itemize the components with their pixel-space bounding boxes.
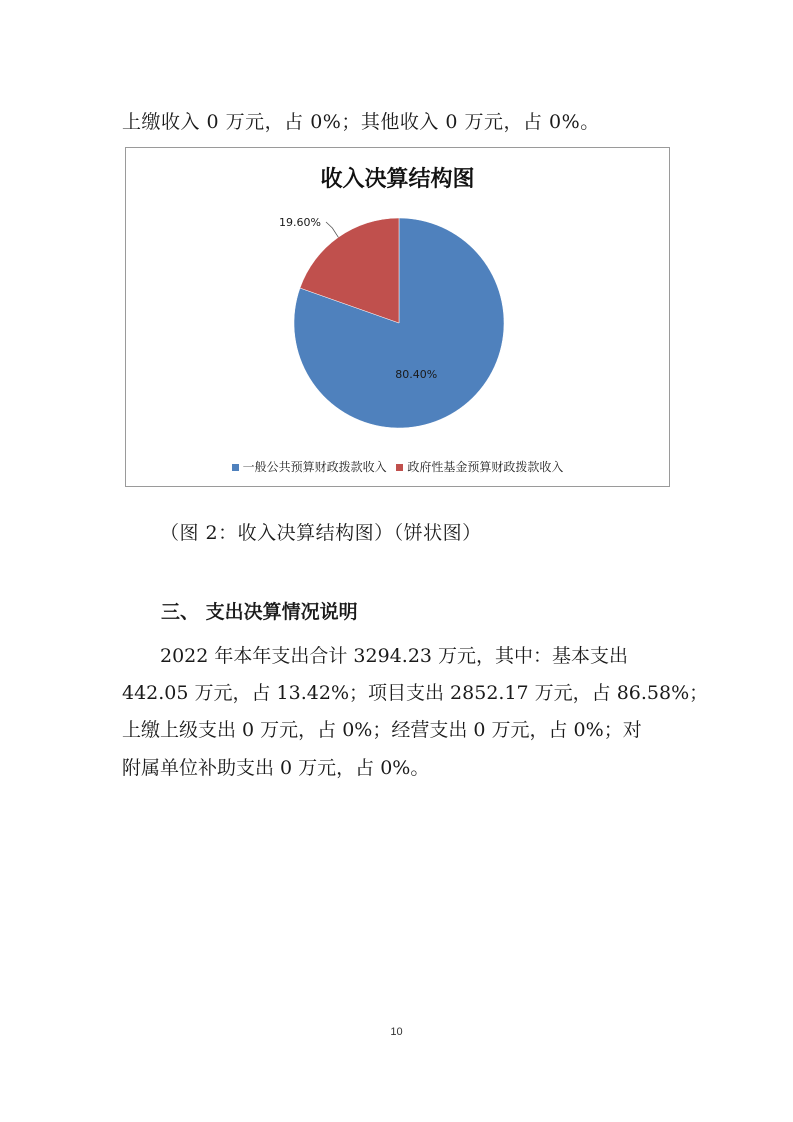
page-number: 10	[390, 1026, 403, 1038]
legend-swatch-fund	[396, 464, 403, 471]
intro-line: 上缴收入 0 万元，占 0%；其他收入 0 万元，占 0%。	[122, 111, 600, 133]
legend-label-fund: 政府性基金预算财政拨款收入	[407, 460, 564, 474]
paragraph-line: 2022 年本年支出合计 3294.23 万元，其中：基本支出	[160, 645, 629, 667]
legend-item-general	[232, 458, 387, 475]
pie-chart	[126, 148, 671, 488]
paragraph-line: 442.05 万元，占 13.42%；项目支出 2852.17 万元，占 86.58%；	[122, 682, 709, 704]
figure-caption: （图 2：收入决算结构图）（饼状图）	[160, 522, 482, 544]
paragraph-line: 上缴上级支出 0 万元，占 0%；经营支出 0 万元，占 0%；对	[122, 719, 642, 741]
legend-label-general: 一般公共预算财政拨款收入	[242, 460, 387, 474]
income-structure-chart	[125, 147, 670, 487]
legend-item-fund	[396, 458, 563, 475]
leader-line-fund	[326, 222, 338, 237]
section-heading: 三、 支出决算情况说明	[161, 601, 358, 623]
chart-title: 收入决算结构图	[320, 167, 475, 192]
chart-legend	[126, 458, 669, 475]
legend-swatch-general	[232, 464, 239, 471]
data-label-fund: 19.60%	[279, 216, 321, 229]
paragraph-line: 附属单位补助支出 0 万元，占 0%。	[122, 757, 430, 779]
data-label-general: 80.40%	[395, 368, 438, 381]
